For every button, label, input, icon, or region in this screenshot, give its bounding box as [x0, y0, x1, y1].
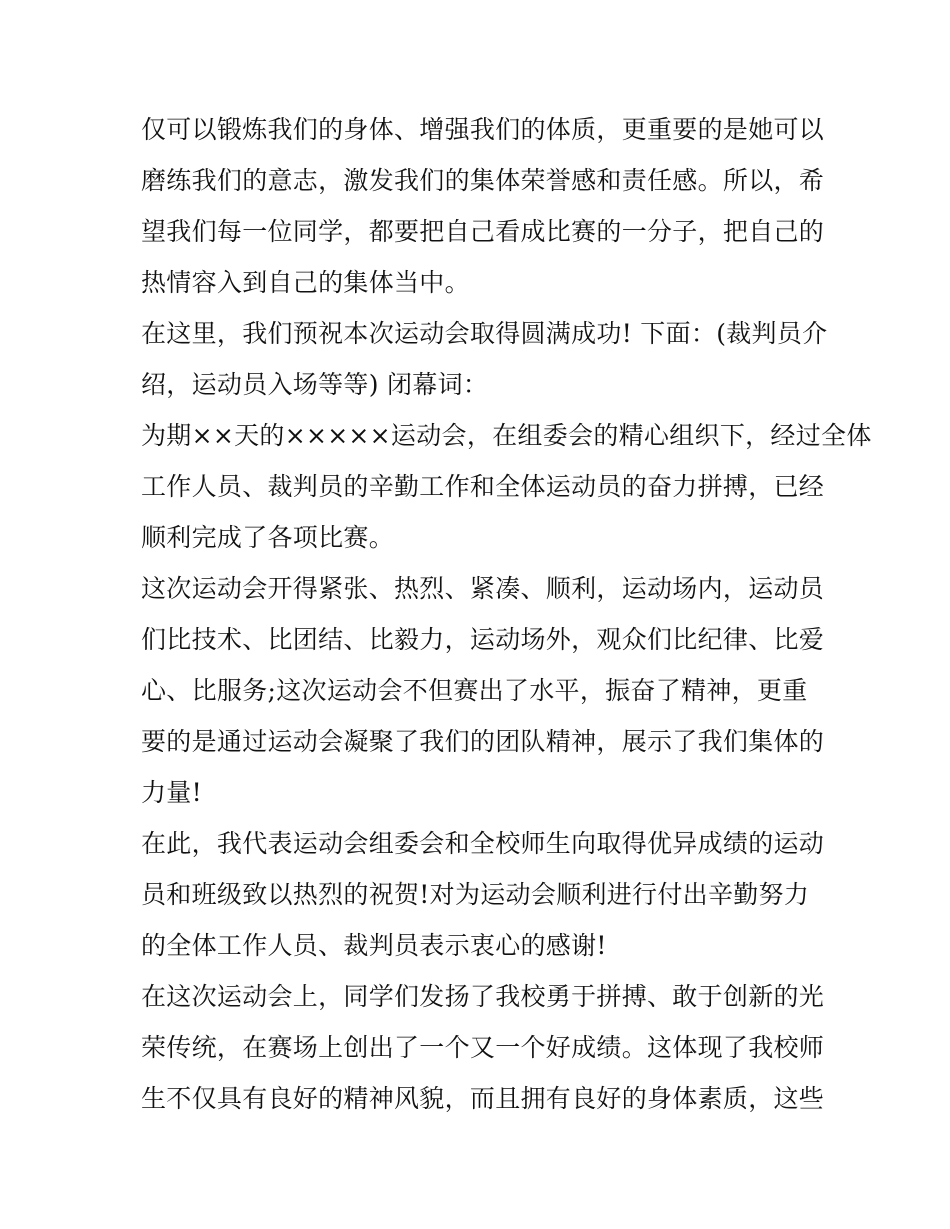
text-line: 要的是通过运动会凝聚了我们的团队精神，展示了我们集体的: [141, 727, 825, 756]
text-line: 热情容入到自己的集体当中。: [141, 268, 470, 297]
text-line: 绍，运动员入场等等) 闭幕词：: [141, 370, 489, 399]
text-line: 在这次运动会上，同学们发扬了我校勇于拼搏、敢于创新的光: [141, 982, 825, 1011]
text-line: 在这里，我们预祝本次运动会取得圆满成功! 下面：(裁判员介: [141, 319, 828, 348]
text-line: 工作人员、裁判员的辛勤工作和全体运动员的奋力拼搏，已经: [141, 472, 825, 501]
text-line: 磨练我们的意志，激发我们的集体荣誉感和责任感。所以，希: [141, 166, 825, 195]
text-line: 这次运动会开得紧张、热烈、紧凑、顺利，运动场内，运动员: [141, 574, 825, 603]
text-line: 为期××天的×××××运动会，在组委会的精心组织下，经过全体: [141, 421, 872, 450]
text-line: 仅可以锻炼我们的身体、增强我们的体质，更重要的是她可以: [141, 115, 825, 144]
text-line: 顺利完成了各项比赛。: [141, 523, 395, 552]
text-line: 们比技术、比团结、比毅力，运动场外，观众们比纪律、比爱: [141, 625, 825, 654]
text-line: 在此，我代表运动会组委会和全校师生向取得优异成绩的运动: [141, 829, 825, 858]
body-text: [141, 104, 872, 1124]
text-line: 荣传统，在赛场上创出了一个又一个好成绩。这体现了我校师: [141, 1033, 825, 1062]
text-line: 力量!: [141, 778, 202, 807]
text-line: 望我们每一位同学，都要把自己看成比赛的一分子，把自己的: [141, 217, 825, 246]
text-line: 生不仅具有良好的精神风貌，而且拥有良好的身体素质，这些: [141, 1084, 825, 1113]
text-line: 员和班级致以热烈的祝贺!对为运动会顺利进行付出辛勤努力: [141, 880, 810, 909]
text-line: 的全体工作人员、裁判员表示衷心的感谢!: [141, 931, 607, 960]
text-line: 心、比服务;这次运动会不但赛出了水平，振奋了精神，更重: [141, 676, 808, 705]
